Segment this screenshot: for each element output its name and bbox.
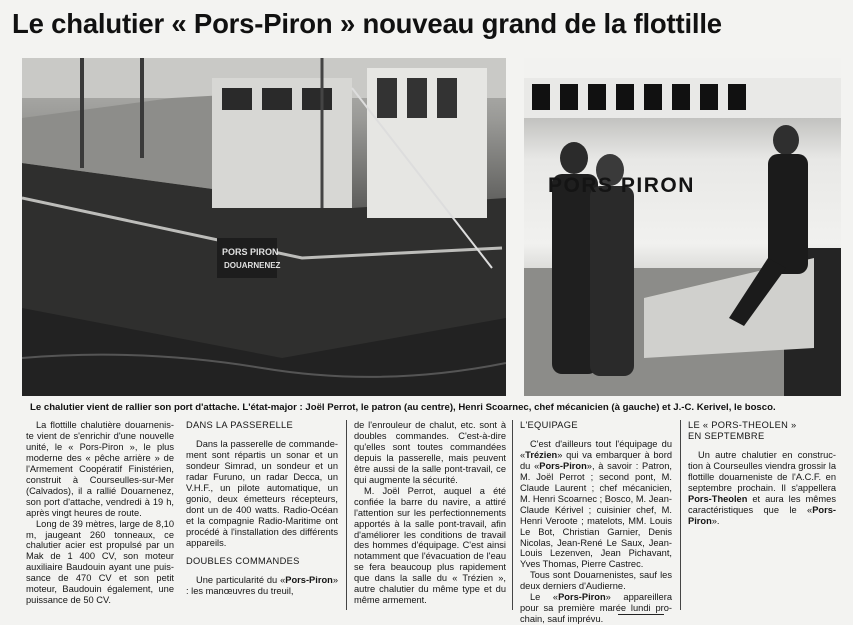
paragraph: C'est d'ailleurs tout l'équipage du «Trézien» qui va embarquer à bord du «Pors-Piron», à savoir : Patron, M. Joël Perrot ; second pont, M. Claude Laurent ; chef mécanicien, M. Henri Scoarnec ; Bosco, M. Jean-Claude Kérivel ; cuisinier chef, M. Henri Veroote ; matelots, MM. Louis Le Bot, Christian Garnier, Denis Nicolas, Jean-René Le Saux, Jean-Louis Lezenven, Jean Pichavant, Yves Thomas, Pierre Castrec.: [520, 438, 672, 570]
article-column-3: [354, 420, 506, 606]
column-rule: [512, 420, 513, 610]
paragraph: Dans la passerelle de commandement sont répartis un sonar et un sondeur Simrad, un sondeur et un radar Furuno, un radar Decca, un V.H.F., un pilote automatique, un gonio, deux émetteurs récepteurs, dont un de 400 watts. Radio-Océan et la compagnie Radio-Maritime ont procédé à l'installation des différents appareils.: [186, 438, 338, 548]
trawler-photo: [22, 58, 506, 396]
section-heading: L'EQUIPAGE: [520, 420, 578, 430]
article-column-4: [520, 420, 672, 625]
svg-text:DOUARNENEZ: DOUARNENEZ: [224, 261, 281, 270]
article-column-1: [26, 420, 174, 606]
article-column-2: [186, 420, 338, 597]
paragraph: Le «Pors-Piron» appareillera pour sa première marée lundi prochain, sauf imprévu.: [520, 592, 672, 625]
crew-illustration: [524, 58, 841, 396]
paragraph: Un autre chalutier en construction à Courseulles viendra grossir la flottille douarneniste de l'A.C.F. en septembre prochain. Il s'appellera Pors-Theolen et aura les mêmes caractéristiques que le «Pors-Piron».: [688, 449, 836, 526]
paragraph: Une particularité du «Pors-Piron» : les manœuvres du treuil,: [186, 575, 338, 597]
paragraph: La flottille chalutière douarneniste vient de s'enrichir d'une nouvelle unité, le « Pors-Piron », le plus moderne des « pêche arrière » de l'Armement Coopératif Finistérien, construit à Courseulles-sur-Mer (Calvados), il a rallié Douarnenez, son port d'attache, vendredi à 19 h, après vingt heures de route.: [26, 420, 174, 518]
section-heading: DOUBLES COMMANDES: [186, 556, 300, 567]
svg-text:PORS PIRON: PORS PIRON: [222, 247, 279, 257]
paragraph: de l'enrouleur de chalut, etc. sont à doubles commandes. C'est-à-dire qu'elles sont toutes commandées depuis la passerelle, mais peuvent être aussi de la salle pont-travail, ce qui augmente la sécurité.: [354, 420, 506, 485]
section-heading: EN SEPTEMBRE: [688, 430, 765, 441]
photo-caption: Le chalutier vient de rallier son port d'attache. L'état-major : Joël Perrot, le patron (au centre), Henri Scoarnec, chef mécanicien (à gauche) et J.-C. Kerivel, le bosco.: [30, 402, 776, 413]
section-heading: DANS LA PASSERELLE: [186, 420, 294, 430]
section-heading: LE « PORS-THEOLEN »: [688, 420, 797, 430]
column-rule: [680, 420, 681, 610]
trawler-illustration: [22, 58, 506, 396]
article-column-5: [688, 420, 836, 527]
hull-lettering: PORS PIRON: [548, 174, 695, 197]
crew-photo: [524, 58, 841, 396]
paragraph: Tous sont Douarnenistes, sauf les deux derniers d'Audierne.: [520, 570, 672, 592]
headline: Le chalutier « Pors-Piron » nouveau grand de la flottille: [12, 8, 722, 39]
column-rule: [346, 420, 347, 610]
article-end-rule: [618, 614, 664, 615]
paragraph: Long de 39 mètres, large de 8,10 m, jaugeant 260 tonneaux, ce chalutier acier est propulsé par un Mak de 1 400 CV, son moteur auxiliaire Baudouin ayant une puissance de 470 CV et son petit moteur, Baudouin également, une puissance de 50 CV.: [26, 518, 174, 606]
paragraph: M. Joël Perrot, auquel a été confiée la barre du navire, a attiré l'attention sur les perfectionnements apportés à la salle pont-travail, afin d'améliorer les conditions de travail des hommes d'équipage. C'est ainsi notamment que l'évacuation de l'eau se fera beaucoup plus rapidement que dans la salle du « Trézien », autre chalutier du même type et du même armement.: [354, 485, 506, 606]
